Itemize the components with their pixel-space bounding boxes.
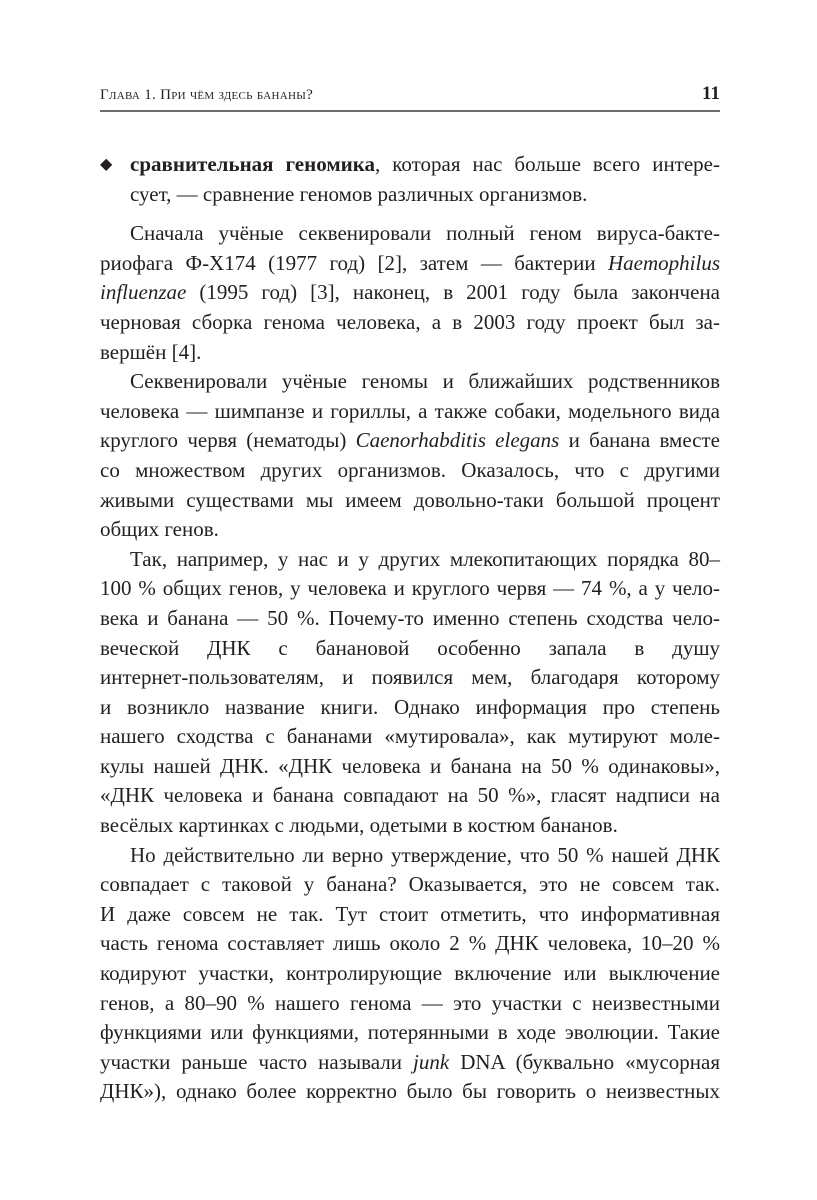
text-line	[100, 515, 720, 545]
text-run: Так, например, у нас и у других млекопитающих порядка 80–	[130, 546, 720, 571]
text-line	[100, 752, 720, 782]
text-line	[100, 486, 720, 516]
text-run: веческой ДНК с банановой особенно запала в душу	[100, 635, 720, 660]
text-run: «ДНК человека и банана совпадают на 50 %», гласят надписи на	[100, 783, 720, 808]
text-line	[100, 781, 720, 811]
text-line	[100, 722, 720, 752]
page-body	[100, 150, 720, 1107]
text-line	[100, 338, 720, 368]
text-line	[100, 574, 720, 604]
paragraph	[100, 219, 720, 367]
text-line	[100, 367, 720, 397]
paragraph	[100, 841, 720, 1107]
text-run: черновая сборка генома человека, а в 2003 году проект был за-	[100, 309, 720, 334]
text-run: кодируют участки, контролирующие включение или выключение	[100, 961, 720, 986]
text-run: интернет-пользователям, и появился мем, благодаря которому	[100, 665, 720, 690]
paragraph	[100, 545, 720, 841]
text-run: общих генов.	[100, 517, 219, 542]
text-run: круглого червя (нематоды)	[100, 428, 356, 453]
text-line	[100, 1048, 720, 1078]
text-run: нашего сходства с бананами «мутировала», как мутируют моле-	[100, 724, 720, 749]
bold-term: сравнительная геномика	[130, 152, 376, 176]
text-line	[100, 426, 720, 456]
text-line	[100, 278, 720, 308]
text-run: весёлых картинках с людьми, одетыми в костюм бананов.	[100, 813, 618, 838]
text-line	[100, 663, 720, 693]
text-run: совпадает с таковой у банана? Оказывается, это не совсем так.	[100, 872, 720, 897]
text-run: кулы нашей ДНК. «ДНК человека и банана на 50 % одинаковы»,	[100, 753, 720, 778]
text-run: И даже совсем не так. Тут стоит отметить, что информативная	[100, 901, 720, 926]
page-number: 11	[702, 83, 720, 104]
text-run: со множеством других организмов. Оказалось, что с другими	[100, 457, 720, 482]
text-line	[100, 219, 720, 249]
text-run: сует, — сравнение геномов различных организмов.	[130, 181, 588, 206]
text-run: DNA (буквально «мусорная	[449, 1049, 720, 1074]
text-line	[100, 900, 720, 930]
text-run: участки раньше часто называли	[100, 1049, 414, 1074]
paragraph	[100, 367, 720, 545]
running-header	[100, 82, 720, 112]
text-line	[100, 1077, 720, 1107]
text-line	[100, 308, 720, 338]
italic-term: Haemophilus	[608, 250, 720, 275]
text-line	[100, 693, 720, 723]
bullet-list-item	[100, 150, 720, 209]
text-line	[100, 929, 720, 959]
text-line	[100, 397, 720, 427]
text-line	[100, 841, 720, 871]
italic-term: junk	[413, 1049, 450, 1074]
text-run: Секвенировали учёные геномы и ближайших родственников	[130, 369, 720, 394]
text-line	[130, 180, 720, 210]
text-run: Но действительно ли верно утверждение, что 50 % нашей ДНК	[130, 842, 720, 867]
text-run: (1995 год) [3], наконец, в 2001 году была закончена	[186, 280, 720, 305]
text-run: функциями или функциями, потерянными в ходе эволюции. Такие	[100, 1020, 720, 1045]
text-line	[130, 150, 720, 180]
text-run: века и банана — 50 %. Почему-то именно степень сходства чело-	[100, 605, 720, 630]
text-run: вершён [4].	[100, 339, 202, 364]
text-line	[100, 811, 720, 841]
diamond-bullet-icon: ◆	[100, 156, 113, 173]
text-line	[100, 604, 720, 634]
text-run: живыми существами мы имеем довольно-таки большой процент	[100, 487, 720, 512]
text-run: и банана вместе	[559, 428, 720, 453]
text-line	[100, 634, 720, 664]
text-run: человека — шимпанзе и гориллы, а также собаки, модельного вида	[100, 398, 720, 423]
text-line	[100, 249, 720, 279]
text-run: риофага Ф-X174 (1977 год) [2], затем — бактерии	[100, 250, 608, 275]
text-run: часть генома составляет лишь около 2 % ДНК человека, 10–20 %	[100, 931, 720, 956]
italic-term: influenzae	[100, 280, 187, 305]
text-line	[100, 870, 720, 900]
italic-term: Caenorhabditis elegans	[355, 428, 560, 453]
text-line	[100, 989, 720, 1019]
text-run: и возникло название книги. Однако информация про степень	[100, 694, 720, 719]
text-line	[100, 1018, 720, 1048]
text-line	[100, 545, 720, 575]
text-run: Сначала учёные секвенировали полный геном вируса-бакте-	[130, 221, 720, 246]
text-line	[100, 959, 720, 989]
text-run: генов, а 80–90 % нашего генома — это участки с неизвестными	[100, 990, 720, 1015]
text-line	[100, 456, 720, 486]
text-run: 100 % общих генов, у человека и круглого червя — 74 %, а у чело-	[100, 576, 720, 601]
text-run: , которая нас больше всего интере-	[375, 152, 720, 176]
text-run: ДНК»), однако более корректно было бы говорить о неизвестных	[100, 1079, 720, 1104]
running-title: Глава 1. При чём здесь бананы?	[100, 87, 314, 103]
